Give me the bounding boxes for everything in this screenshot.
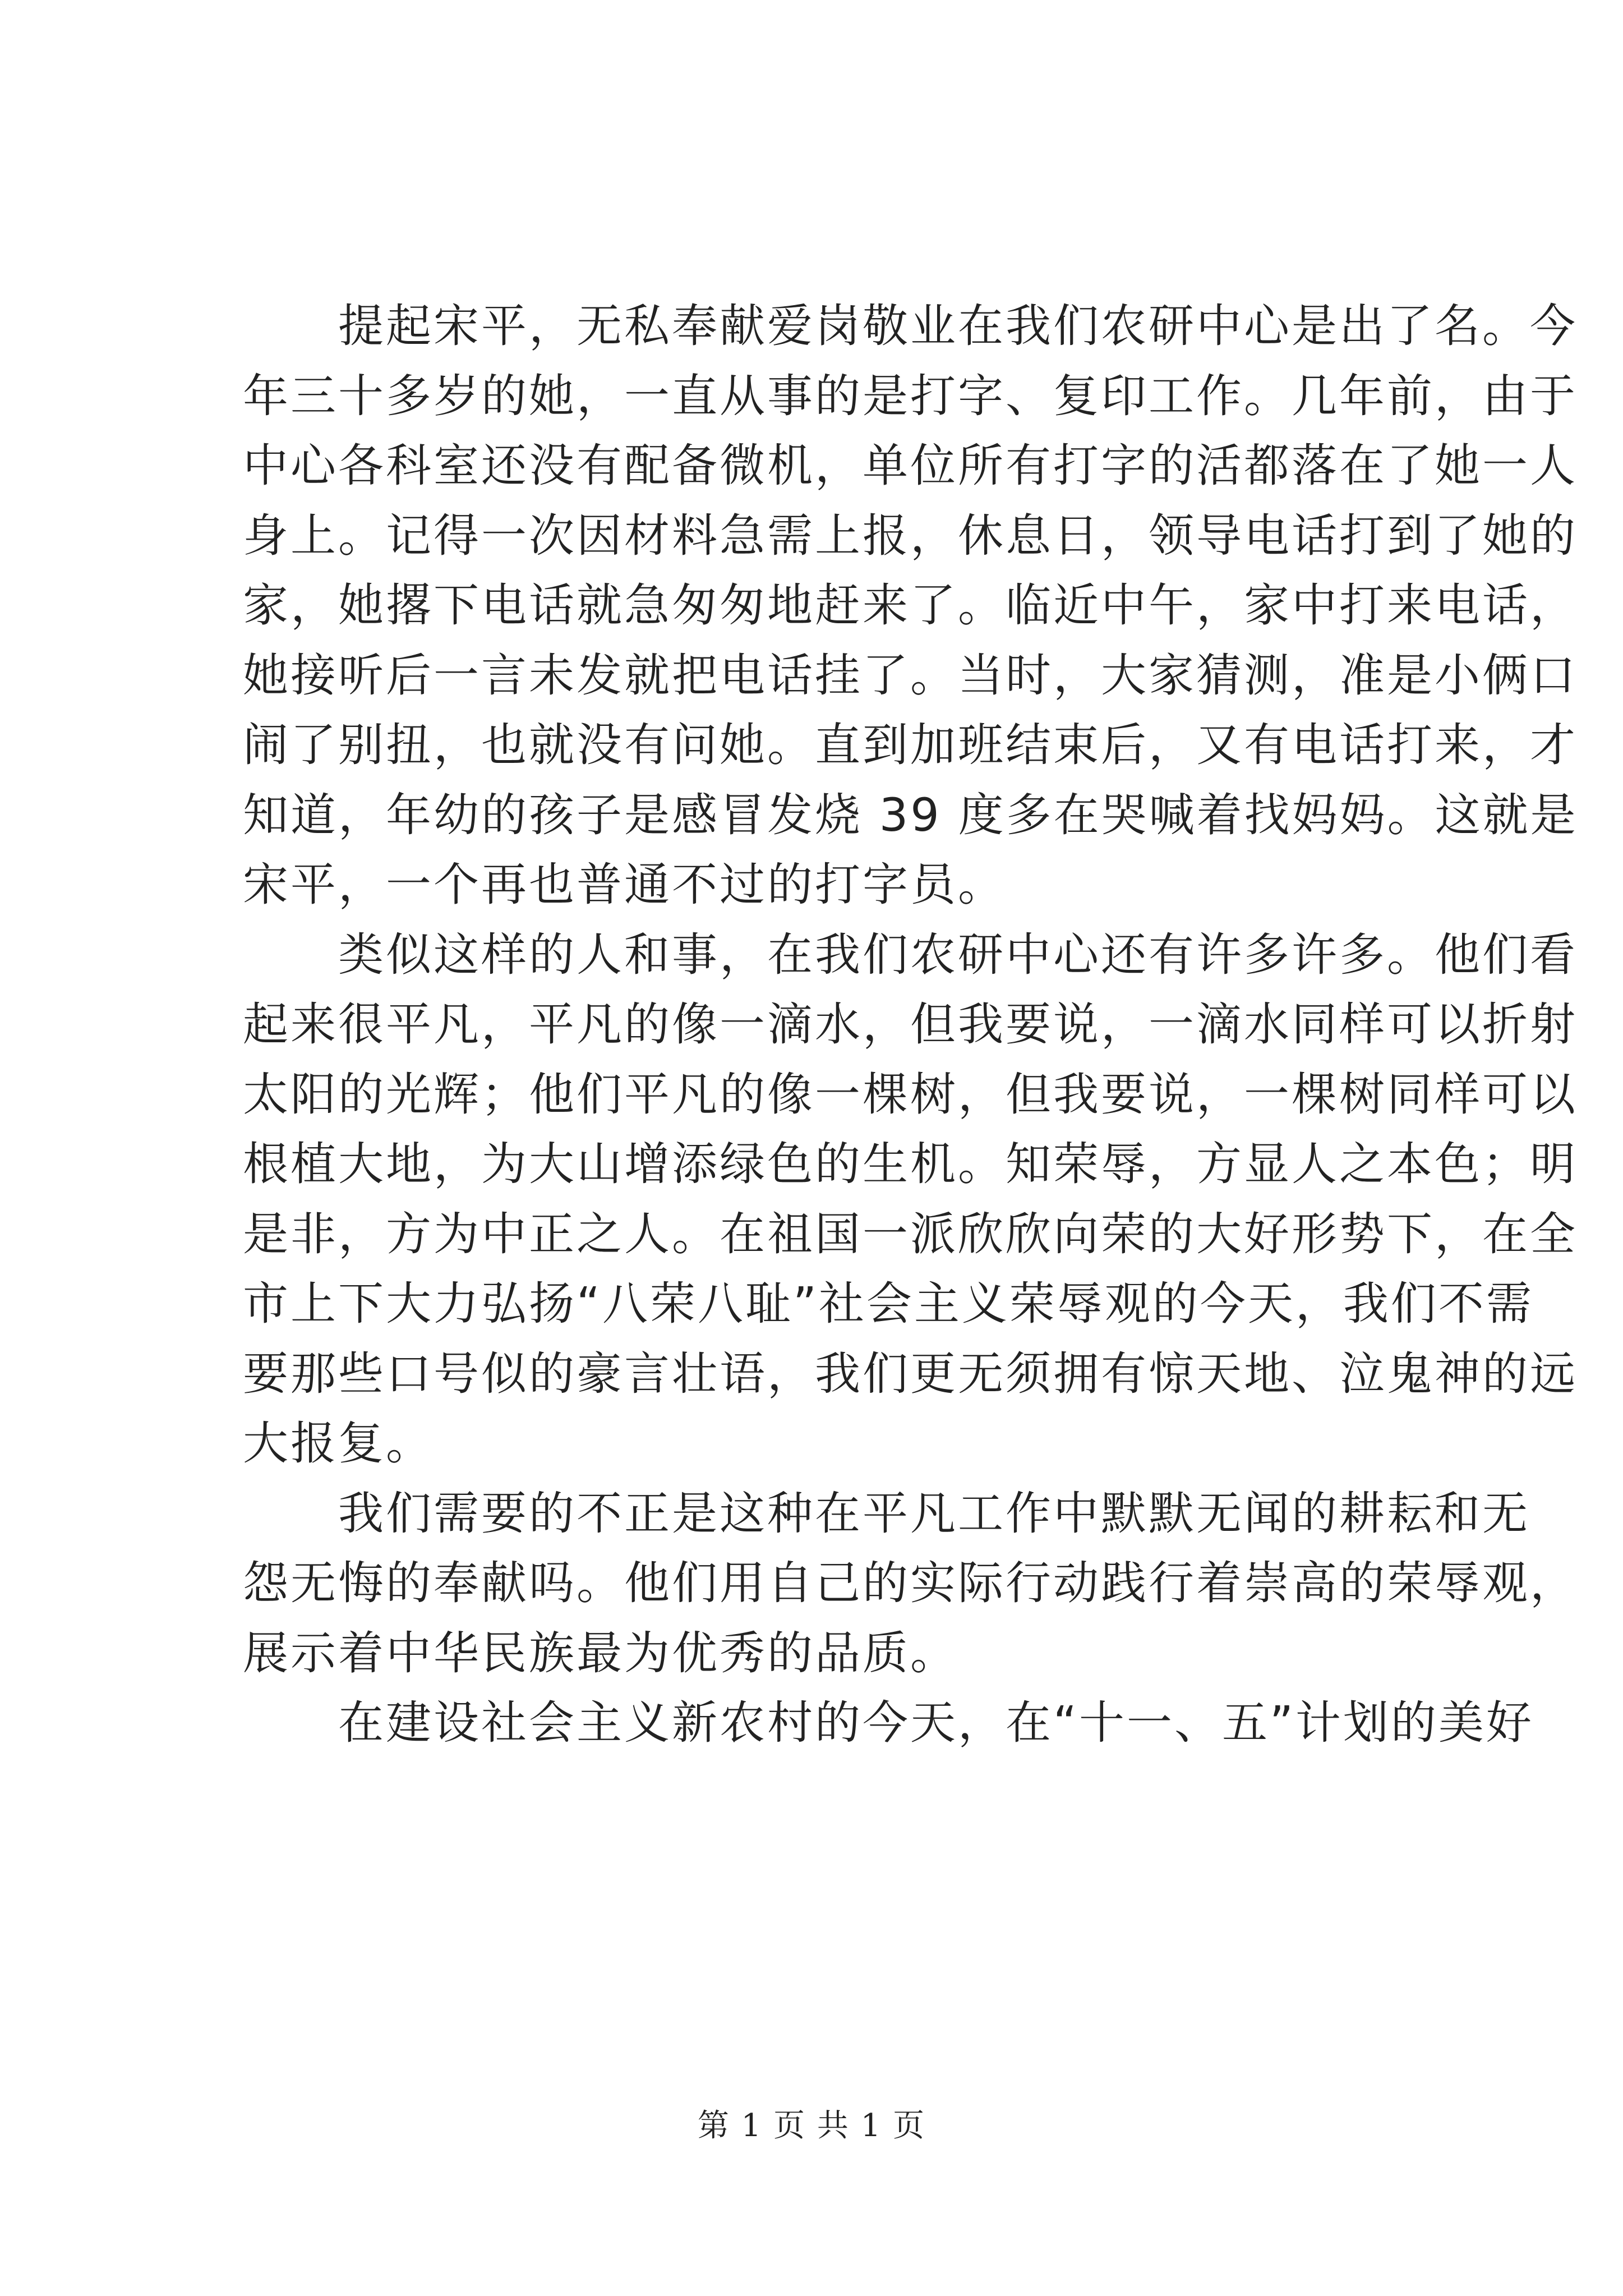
- paragraph-4: [243, 1688, 1534, 1759]
- text-line: 根植大地，为大山增添绿色的生机。知荣辱，方显人之本色；明: [243, 1138, 1578, 1191]
- text-line: 年三十多岁的她，一直从事的是打字、复印工作。几年前，由于: [243, 370, 1578, 423]
- text-line: 怨无悔的奉献吗。他们用自己的实际行动践行着崇高的荣辱观，: [243, 1557, 1578, 1610]
- text-line: 宋平，一个再也普通不过的打字员。: [243, 859, 1006, 912]
- text-line: 知道，年幼的孩子是感冒发烧 39 度多在哭喊着找妈妈。这就是: [243, 789, 1578, 842]
- paragraph-3: [243, 1479, 1578, 1689]
- page-footer: 第 1 页 共 1 页: [697, 2108, 926, 2144]
- text-line: 中心各科室还没有配备微机，单位所有打字的活都落在了她一人: [243, 440, 1578, 493]
- text-line: 我们需要的不正是这种在平凡工作中默默无闻的耕耘和无: [338, 1487, 1530, 1540]
- text-line: 起来很平凡，平凡的像一滴水，但我要说，一滴水同样可以折射: [243, 999, 1578, 1051]
- text-line: 要那些口号似的豪言壮语，我们更无须拥有惊天地、泣鬼神的远: [243, 1347, 1578, 1401]
- text-line: 家，她撂下电话就急匆匆地赶来了。临近中午，家中打来电话，: [243, 579, 1578, 632]
- text-line: 在建设社会主义新农村的今天，在“十一、五”计划的美好: [338, 1697, 1534, 1750]
- text-line: 类似这样的人和事，在我们农研中心还有许多许多。他们看: [338, 928, 1578, 982]
- text-line: 闹了别扭，也就没有问她。直到加班结束后，又有电话打来，才: [243, 719, 1578, 772]
- paragraph-1: [243, 292, 1578, 921]
- paragraph-2: [243, 921, 1578, 1479]
- document-body: [243, 292, 1578, 1759]
- text-line: 身上。记得一次因材料急需上报，休息日，领导电话打到了她的: [243, 509, 1578, 563]
- text-line: 提起宋平，无私奉献爱岗敬业在我们农研中心是出了名。今: [338, 300, 1578, 353]
- text-line: 市上下大力弘扬“八荣八耻”社会主义荣辱观的今天，我们不需: [243, 1278, 1534, 1331]
- text-line: 是非，方为中正之人。在祖国一派欣欣向荣的大好形势下，在全: [243, 1208, 1578, 1261]
- text-line: 太阳的光辉；他们平凡的像一棵树，但我要说，一棵树同样可以: [243, 1068, 1578, 1121]
- text-line: 大报复。: [243, 1418, 434, 1470]
- text-line: 展示着中华民族最为优秀的品质。: [243, 1627, 958, 1680]
- text-line: 她接听后一言未发就把电话挂了。当时，大家猜测，准是小俩口: [243, 649, 1578, 702]
